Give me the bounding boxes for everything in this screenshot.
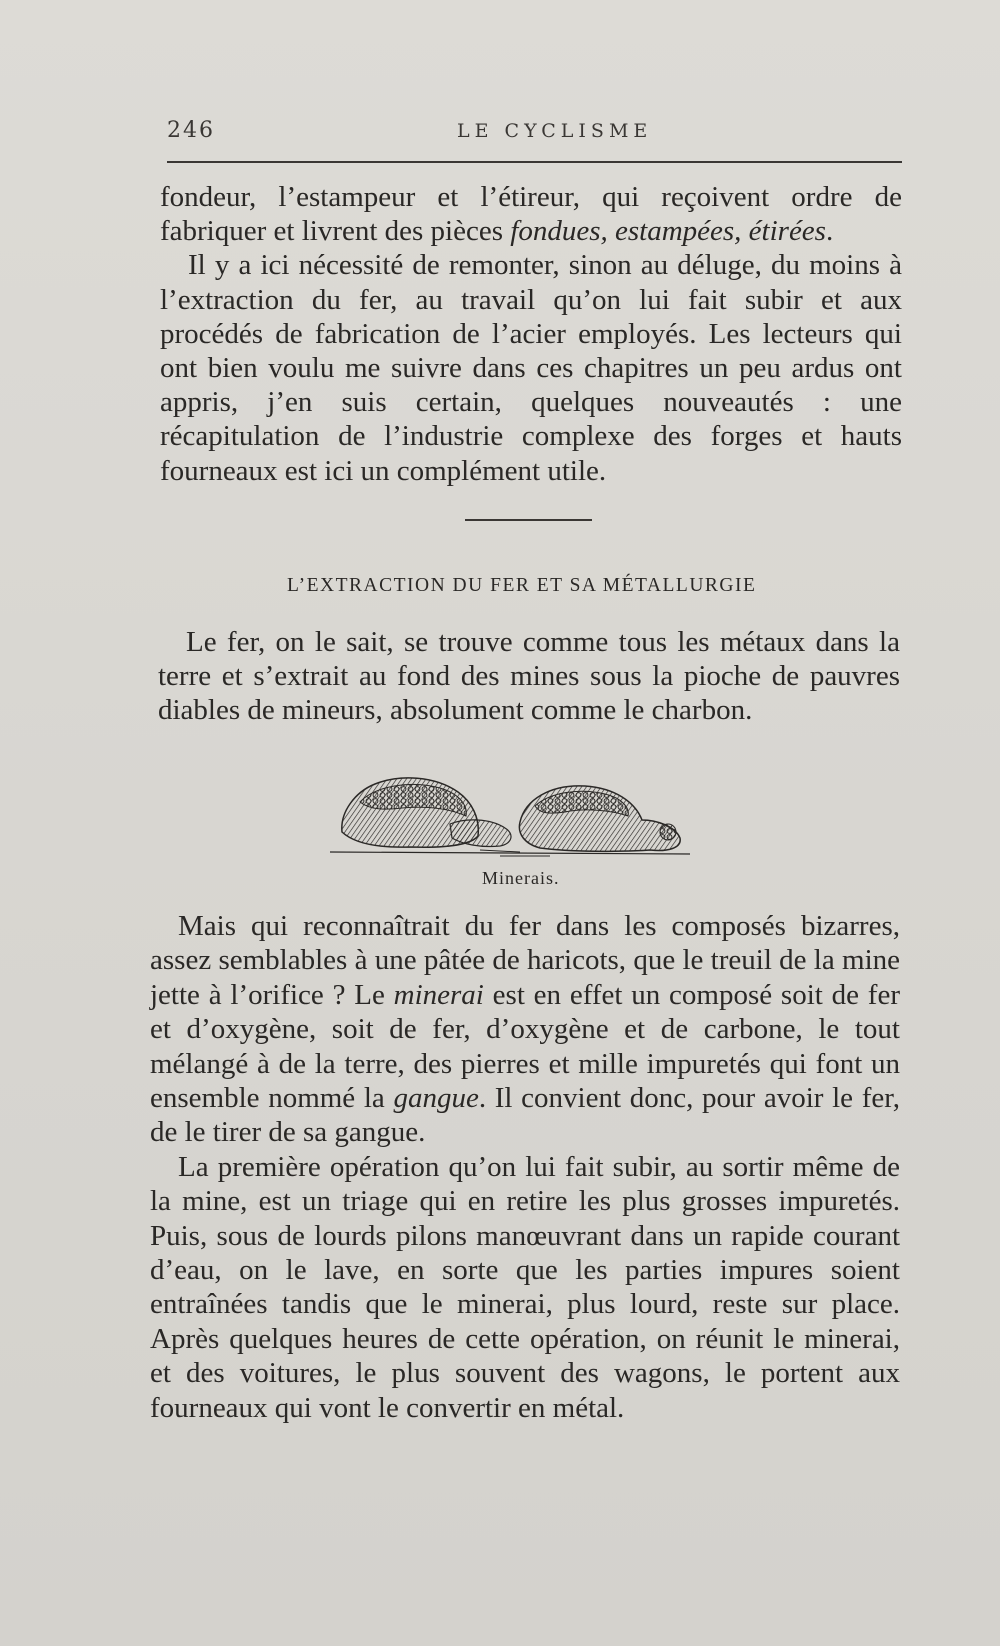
page-header bbox=[167, 118, 902, 148]
italic-text: fondues, estampées, étirées bbox=[510, 215, 826, 248]
header-rule bbox=[167, 161, 902, 163]
figure-caption: Minerais. bbox=[482, 868, 560, 888]
bottom-text-block bbox=[150, 909, 900, 1425]
ore-illustration bbox=[330, 762, 710, 872]
paragraph-text: Mais qui reconnaîtrait du fer dans les composés bizarres, assez semblables à une pâtée de haricots, que le treuil de la mine jette à l’orifice ? Le bbox=[150, 910, 900, 1011]
running-head: LE CYCLISME bbox=[457, 120, 653, 142]
paragraph bbox=[160, 180, 902, 248]
section-separator-rule bbox=[465, 519, 592, 521]
paragraph-text: est en effet un composé soit de fer et d’oxygène, soit de fer, d’oxygène et de carbone, le tout mélangé à de la terre, des pierres et mille impuretés qui font un ensemble nommé la bbox=[150, 978, 900, 1115]
paragraph bbox=[158, 625, 900, 728]
paragraph-text: . bbox=[825, 215, 834, 248]
paragraph-text: Le fer, on le sait, se trouve comme tous les métaux dans la terre et s’extrait au fond des mines sous la pioche de pauvres diables de mineurs, absolument comme le charbon. bbox=[158, 626, 900, 727]
ore-lump-right bbox=[519, 786, 680, 851]
section-title: L’EXTRACTION DU FER ET SA MÉTALLURGIE bbox=[287, 575, 757, 596]
paragraph-text: La première opération qu’on lui fait subir, au sortir même de la mine, est un triage qui en retire les plus grosses impuretés. Puis, sous de lourds pilons manœuvrant dans un rapide courant d’eau, on le lave, en sorte que les parties impures soient entraînées tandis que le minerai, plus lourd, reste sur place. Après quelques heures de cette opération, on réunit le minerai, et des voitures, le plus souvent des wagons, le portent aux fourneaux qui vont le convertir en métal. bbox=[150, 1150, 900, 1424]
paragraph bbox=[150, 1150, 900, 1425]
paragraph bbox=[160, 248, 902, 487]
page-number: 246 bbox=[167, 118, 215, 143]
paragraph-text: Il y a ici nécessité de remonter, sinon au déluge, du moins à l’extraction du fer, au travail qu’on lui fait subir et aux procédés de fabrication de l’acier employés. Les lecteurs qui ont bien voulu me suivre dans ces chapitres un peu ardus ont appris, j’en suis certain, quelques nouveautés : une récapitulation de l’industrie complexe des forges et hauts fourneaux est ici un complément utile. bbox=[160, 249, 902, 487]
italic-text: gangue bbox=[393, 1082, 479, 1115]
ore-lump-left bbox=[342, 778, 511, 847]
ground-line bbox=[330, 852, 690, 854]
top-text-block bbox=[160, 180, 902, 488]
paragraph-text: . Il convient donc, pour avoir le fer, de le tirer de sa gangue. bbox=[150, 1082, 900, 1149]
paragraph-text: fondeur, l’estampeur et l’étireur, qui reçoivent ordre de fabriquer et livrent des pièces bbox=[160, 181, 902, 248]
middle-text-block bbox=[158, 625, 900, 728]
paragraph bbox=[150, 909, 900, 1150]
italic-text: minerai bbox=[393, 978, 484, 1011]
